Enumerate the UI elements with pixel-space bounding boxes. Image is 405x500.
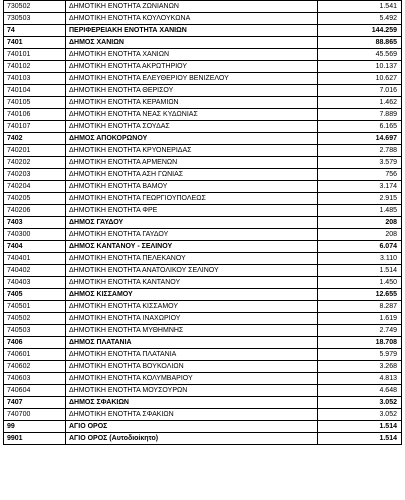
area-code-cell: 740601: [4, 349, 66, 361]
area-code-cell: 730503: [4, 13, 66, 25]
area-code-cell: 740206: [4, 205, 66, 217]
area-code-cell: 740102: [4, 61, 66, 73]
area-name-cell: ΔΗΜΟΤΙΚΗ ΕΝΟΤΗΤΑ ΒΟΥΚΟΛΙΩΝ: [66, 361, 318, 373]
population-value-cell: 18.708: [318, 337, 402, 349]
population-value-cell: 208: [318, 217, 402, 229]
population-value-cell: 5.979: [318, 349, 402, 361]
area-code-cell: 740603: [4, 373, 66, 385]
population-value-cell: 1.541: [318, 1, 402, 13]
area-code-cell: 740203: [4, 169, 66, 181]
population-value-cell: 144.259: [318, 25, 402, 37]
area-code-cell: 740202: [4, 157, 66, 169]
area-name-cell: ΔΗΜΟΤΙΚΗ ΕΝΟΤΗΤΑ ΑΣΗ ΓΩΝΙΑΣ: [66, 169, 318, 181]
area-code-cell: 740403: [4, 277, 66, 289]
area-name-cell: ΔΗΜΟΤΙΚΗ ΕΝΟΤΗΤΑ ΚΑΝΤΑΝΟΥ: [66, 277, 318, 289]
table-row: [4, 97, 402, 109]
table-row: [4, 337, 402, 349]
table-row: [4, 229, 402, 241]
population-value-cell: 3.052: [318, 409, 402, 421]
table-row: [4, 25, 402, 37]
population-value-cell: 4.813: [318, 373, 402, 385]
population-table: [3, 0, 402, 445]
area-code-cell: 730502: [4, 1, 66, 13]
area-code-cell: 740204: [4, 181, 66, 193]
population-value-cell: 2.915: [318, 193, 402, 205]
area-name-cell: ΔΗΜΟΤΙΚΗ ΕΝΟΤΗΤΑ ΓΕΩΡΓΙΟΥΠΟΛΕΩΣ: [66, 193, 318, 205]
table-row: [4, 241, 402, 253]
population-table-sheet: [3, 0, 401, 445]
population-value-cell: 5.492: [318, 13, 402, 25]
area-code-cell: 7407: [4, 397, 66, 409]
area-name-cell: ΔΗΜΟΣ ΑΠΟΚΟΡΩΝΟΥ: [66, 133, 318, 145]
area-code-cell: 7406: [4, 337, 66, 349]
area-name-cell: ΔΗΜΟΤΙΚΗ ΕΝΟΤΗΤΑ ΚΟΛΥΜΒΑΡΙΟΥ: [66, 373, 318, 385]
population-value-cell: 6.165: [318, 121, 402, 133]
population-value-cell: 3.174: [318, 181, 402, 193]
area-code-cell: 740700: [4, 409, 66, 421]
population-value-cell: 14.697: [318, 133, 402, 145]
area-code-cell: 740602: [4, 361, 66, 373]
population-value-cell: 2.749: [318, 325, 402, 337]
table-row: [4, 85, 402, 97]
population-value-cell: 208: [318, 229, 402, 241]
population-value-cell: 4.648: [318, 385, 402, 397]
population-value-cell: 88.865: [318, 37, 402, 49]
area-name-cell: ΔΗΜΟΣ ΚΙΣΣΑΜΟΥ: [66, 289, 318, 301]
table-row: [4, 217, 402, 229]
population-value-cell: 3.110: [318, 253, 402, 265]
area-code-cell: 740107: [4, 121, 66, 133]
area-code-cell: 740104: [4, 85, 66, 97]
population-value-cell: 2.788: [318, 145, 402, 157]
table-row: [4, 421, 402, 433]
area-code-cell: 740106: [4, 109, 66, 121]
population-value-cell: 1.450: [318, 277, 402, 289]
population-value-cell: 12.655: [318, 289, 402, 301]
area-code-cell: 7401: [4, 37, 66, 49]
table-row: [4, 397, 402, 409]
area-name-cell: ΔΗΜΟΣ ΠΛΑΤΑΝΙΑ: [66, 337, 318, 349]
area-name-cell: ΔΗΜΟΤΙΚΗ ΕΝΟΤΗΤΑ ΜΥΘΗΜΝΗΣ: [66, 325, 318, 337]
table-row: [4, 385, 402, 397]
table-row: [4, 73, 402, 85]
table-row: [4, 37, 402, 49]
population-value-cell: 3.268: [318, 361, 402, 373]
area-name-cell: ΔΗΜΟΤΙΚΗ ΕΝΟΤΗΤΑ ΕΛΕΥΘΕΡΙΟΥ ΒΕΝΙΖΕΛΟΥ: [66, 73, 318, 85]
population-value-cell: 1.514: [318, 433, 402, 445]
population-value-cell: 1.514: [318, 421, 402, 433]
area-name-cell: ΔΗΜΟΤΙΚΗ ΕΝΟΤΗΤΑ ΙΝΑΧΩΡΙΟΥ: [66, 313, 318, 325]
population-value-cell: 1.485: [318, 205, 402, 217]
population-value-cell: 3.052: [318, 397, 402, 409]
area-code-cell: 99: [4, 421, 66, 433]
table-row: [4, 157, 402, 169]
table-row: [4, 181, 402, 193]
area-name-cell: ΔΗΜΟΤΙΚΗ ΕΝΟΤΗΤΑ ΣΟΥΔΑΣ: [66, 121, 318, 133]
area-code-cell: 740401: [4, 253, 66, 265]
area-code-cell: 9901: [4, 433, 66, 445]
area-name-cell: ΔΗΜΟΤΙΚΗ ΕΝΟΤΗΤΑ ΒΑΜΟΥ: [66, 181, 318, 193]
population-value-cell: 7.016: [318, 85, 402, 97]
area-code-cell: 740502: [4, 313, 66, 325]
population-value-cell: 45.569: [318, 49, 402, 61]
area-name-cell: ΔΗΜΟΣ ΣΦΑΚΙΩΝ: [66, 397, 318, 409]
table-row: [4, 109, 402, 121]
area-code-cell: 740300: [4, 229, 66, 241]
area-code-cell: 740105: [4, 97, 66, 109]
table-row: [4, 373, 402, 385]
area-code-cell: 740205: [4, 193, 66, 205]
area-name-cell: ΠΕΡΙΦΕΡΕΙΑΚΗ ΕΝΟΤΗΤΑ ΧΑΝΙΩΝ: [66, 25, 318, 37]
area-name-cell: ΔΗΜΟΤΙΚΗ ΕΝΟΤΗΤΑ ΠΛΑΤΑΝΙΑ: [66, 349, 318, 361]
area-name-cell: ΔΗΜΟΤΙΚΗ ΕΝΟΤΗΤΑ ΜΟΥΣΟΥΡΩΝ: [66, 385, 318, 397]
table-row: [4, 193, 402, 205]
area-name-cell: ΔΗΜΟΤΙΚΗ ΕΝΟΤΗΤΑ ΚΙΣΣΑΜΟΥ: [66, 301, 318, 313]
area-name-cell: ΔΗΜΟΤΙΚΗ ΕΝΟΤΗΤΑ ΦΡΕ: [66, 205, 318, 217]
area-code-cell: 74: [4, 25, 66, 37]
area-name-cell: ΔΗΜΟΤΙΚΗ ΕΝΟΤΗΤΑ ΝΕΑΣ ΚΥΔΩΝΙΑΣ: [66, 109, 318, 121]
table-row: [4, 325, 402, 337]
area-name-cell: ΑΓΙΟ ΟΡΟΣ: [66, 421, 318, 433]
area-code-cell: 740103: [4, 73, 66, 85]
area-name-cell: ΔΗΜΟΤΙΚΗ ΕΝΟΤΗΤΑ ΖΩΝΙΑΝΩΝ: [66, 1, 318, 13]
table-row: [4, 49, 402, 61]
population-value-cell: 6.074: [318, 241, 402, 253]
table-row: [4, 1, 402, 13]
table-row: [4, 289, 402, 301]
table-row: [4, 145, 402, 157]
area-code-cell: 7403: [4, 217, 66, 229]
area-name-cell: ΔΗΜΟΤΙΚΗ ΕΝΟΤΗΤΑ ΘΕΡΙΣΟΥ: [66, 85, 318, 97]
area-name-cell: ΔΗΜΟΣ ΚΑΝΤΑΝΟΥ - ΣΕΛΙΝΟΥ: [66, 241, 318, 253]
population-value-cell: 7.889: [318, 109, 402, 121]
population-value-cell: 1.619: [318, 313, 402, 325]
area-name-cell: ΔΗΜΟΤΙΚΗ ΕΝΟΤΗΤΑ ΑΚΡΩΤΗΡΙΟΥ: [66, 61, 318, 73]
table-row: [4, 313, 402, 325]
area-name-cell: ΔΗΜΟΤΙΚΗ ΕΝΟΤΗΤΑ ΠΕΛΕΚΑΝΟΥ: [66, 253, 318, 265]
table-row: [4, 349, 402, 361]
table-row: [4, 133, 402, 145]
table-row: [4, 301, 402, 313]
table-row: [4, 61, 402, 73]
area-name-cell: ΔΗΜΟΤΙΚΗ ΕΝΟΤΗΤΑ ΣΦΑΚΙΩΝ: [66, 409, 318, 421]
population-value-cell: 10.627: [318, 73, 402, 85]
area-code-cell: 740501: [4, 301, 66, 313]
population-value-cell: 1.514: [318, 265, 402, 277]
table-row: [4, 169, 402, 181]
table-row: [4, 13, 402, 25]
area-code-cell: 740101: [4, 49, 66, 61]
area-code-cell: 740201: [4, 145, 66, 157]
area-code-cell: 7402: [4, 133, 66, 145]
area-code-cell: 7404: [4, 241, 66, 253]
area-name-cell: ΔΗΜΟΣ ΧΑΝΙΩΝ: [66, 37, 318, 49]
population-value-cell: 756: [318, 169, 402, 181]
area-name-cell: ΔΗΜΟΤΙΚΗ ΕΝΟΤΗΤΑ ΓΑΥΔΟΥ: [66, 229, 318, 241]
table-row: [4, 277, 402, 289]
area-name-cell: ΔΗΜΟΤΙΚΗ ΕΝΟΤΗΤΑ ΚΟΥΛΟΥΚΩΝΑ: [66, 13, 318, 25]
area-code-cell: 7405: [4, 289, 66, 301]
table-body: [4, 1, 402, 445]
table-row: [4, 265, 402, 277]
area-name-cell: ΔΗΜΟΣ ΓΑΥΔΟΥ: [66, 217, 318, 229]
area-name-cell: ΔΗΜΟΤΙΚΗ ΕΝΟΤΗΤΑ ΑΝΑΤΟΛΙΚΟΥ ΣΕΛΙΝΟΥ: [66, 265, 318, 277]
table-row: [4, 253, 402, 265]
area-name-cell: ΔΗΜΟΤΙΚΗ ΕΝΟΤΗΤΑ ΚΕΡΑΜΙΩΝ: [66, 97, 318, 109]
area-code-cell: 740402: [4, 265, 66, 277]
table-row: [4, 205, 402, 217]
area-code-cell: 740503: [4, 325, 66, 337]
table-row: [4, 409, 402, 421]
population-value-cell: 8.287: [318, 301, 402, 313]
area-name-cell: ΔΗΜΟΤΙΚΗ ΕΝΟΤΗΤΑ ΧΑΝΙΩΝ: [66, 49, 318, 61]
table-row: [4, 433, 402, 445]
population-value-cell: 3.579: [318, 157, 402, 169]
area-name-cell: ΔΗΜΟΤΙΚΗ ΕΝΟΤΗΤΑ ΑΡΜΕΝΩΝ: [66, 157, 318, 169]
population-value-cell: 10.137: [318, 61, 402, 73]
area-name-cell: ΑΓΙΟ ΟΡΟΣ (Αυτοδιοίκητο): [66, 433, 318, 445]
area-name-cell: ΔΗΜΟΤΙΚΗ ΕΝΟΤΗΤΑ ΚΡΥΟΝΕΡΙΔΑΣ: [66, 145, 318, 157]
table-row: [4, 121, 402, 133]
population-value-cell: 1.462: [318, 97, 402, 109]
table-row: [4, 361, 402, 373]
area-code-cell: 740604: [4, 385, 66, 397]
